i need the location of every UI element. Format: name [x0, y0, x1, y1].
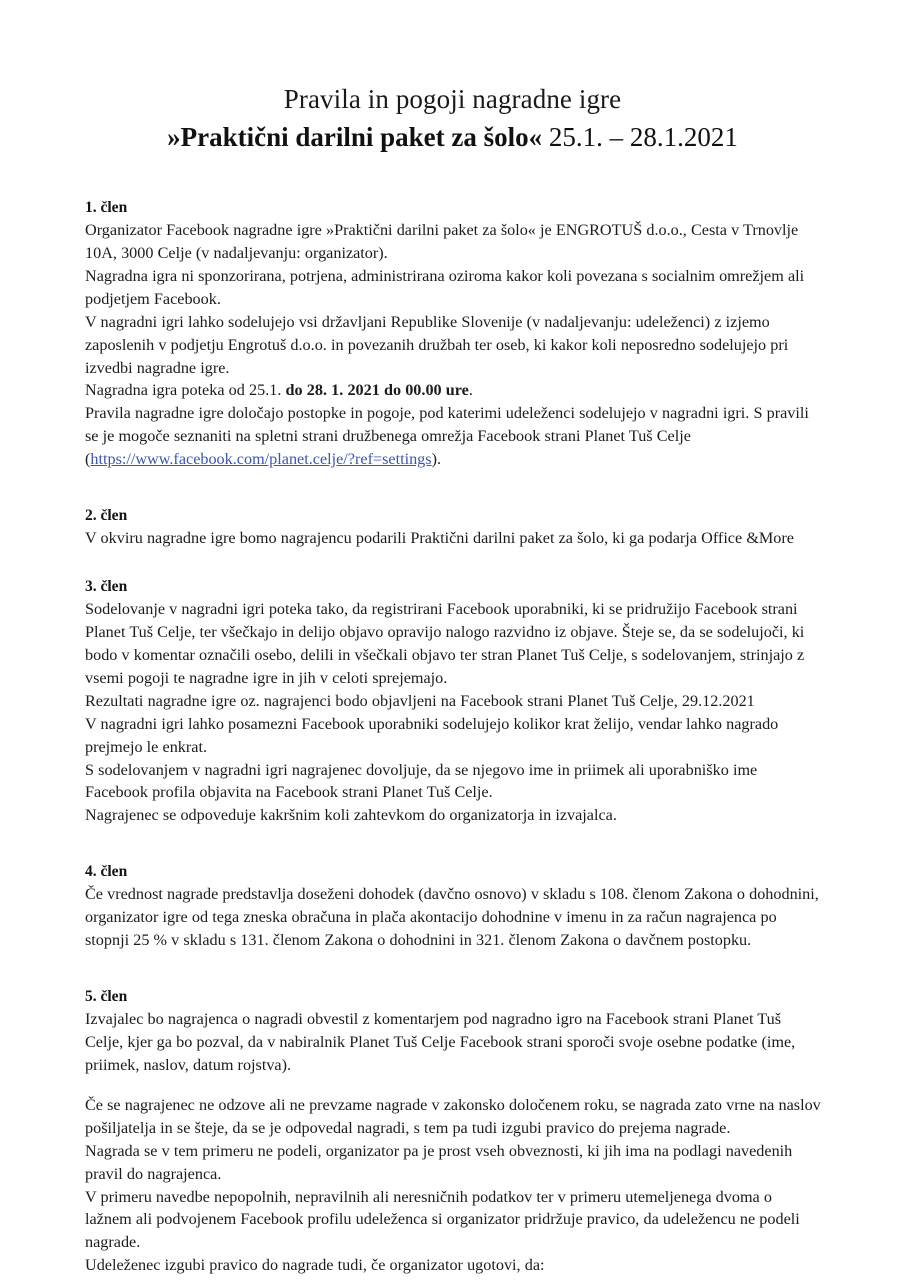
article-5-paragraph-3: Nagrada se v tem primeru ne podeli, organizator pa je prost vseh obveznosti, ki jih ima na podlagi navedenih pravil do nagrajenca.: [85, 1141, 793, 1183]
title-line-secondary: [0, 120, 905, 155]
paren-open: (: [85, 450, 91, 469]
article-2-paragraph-1: V okviru nagradne igre bomo nagrajencu podarili Praktični darilni paket za šolo, ki ga podarja Office &More: [85, 529, 794, 548]
article-1-paragraph-5: [85, 402, 822, 448]
article-3-paragraph-5: Nagrajenec se odpoveduje kakršnim koli zahtevkom do organizatorja in izvajalca.: [85, 806, 617, 825]
article-1-paragraph-4: [85, 379, 822, 402]
article-3-paragraph-1: Sodelovanje v nagradni igri poteka tako, da registrirani Facebook uporabniki, ki se pridružijo Facebook strani Planet Tuš Celje, ter všečkajo in delijo objavo opravijo nalogo razvidno iz objave. Šteje se, da se sodelujoči, ki bodo v komentar označili osebo, delili in všečkali objavo ter stran Planet Tuš Celje, s sodelovanjem, strinjajo z vsemi pogoji te nagradne igre in jih v celoti sprejemajo.: [85, 600, 805, 687]
facebook-page-link[interactable]: https://www.facebook.com/planet.celje/?ref=settings: [90, 450, 432, 469]
spacer-after-article-1: [85, 471, 822, 505]
duration-bold: do 28. 1. 2021 do 00.00 ure: [285, 381, 469, 400]
article-5-heading: 5. člen: [85, 988, 128, 1006]
article-4-heading: 4. člen: [85, 863, 128, 881]
article-1: [85, 197, 822, 471]
duration-prefix: Nagradna igra poteka od 25.1.: [85, 381, 286, 400]
article-5-paragraph-5: Udeleženec izgubi pravico do nagrade tudi, če organizator ugotovi, da:: [85, 1256, 545, 1275]
article-4: [85, 861, 822, 952]
article-2-heading: 2. člen: [85, 507, 128, 525]
paren-close: ).: [431, 450, 441, 469]
title-date-range: 25.1. – 28.1.2021: [542, 121, 738, 152]
duration-suffix: .: [468, 381, 473, 400]
article-5-paragraph-2: Če se nagrajenec ne odzove ali ne prevzame nagrade v zakonsko določenem roku, se nagrada zato vrne na naslov pošiljatelja in se šteje, da se je odpovedal nagradi, s tem pa tudi izgubi pravico do prejema nagrade.: [85, 1095, 821, 1137]
spacer-after-article-3: [85, 827, 822, 861]
spacer-in-article-5: [85, 1077, 822, 1094]
rules-text: Pravila nagradne igre določajo postopke in pogoje, pod katerimi udeleženci sodelujejo v nagradni igri. S pravili se je mogoče seznaniti na spletni strani družbenega omrežja Facebook strani Planet Tuš Celje: [85, 404, 809, 446]
title-subject-bold: »Praktični darilni paket za šolo«: [167, 121, 543, 152]
spacer-after-article-2: [85, 550, 822, 576]
document-body: [85, 197, 822, 1277]
title-line-primary: Pravila in pogoji nagradne igre: [283, 84, 622, 114]
article-3-heading: 3. člen: [85, 578, 128, 596]
article-1-paragraph-6: [85, 448, 822, 471]
article-1-paragraph-1: Organizator Facebook nagradne igre »Praktični darilni paket za šolo« je ENGROTUŠ d.o.o., Cesta v Trnovlje 10A, 3000 Celje (v nadaljevanju: organizator).: [85, 221, 799, 262]
article-1-paragraph-3: V nagradni igri lahko sodelujejo vsi državljani Republike Slovenije (v nadaljevanju: udeleženci) z izjemo zaposlenih v podjetju Engrotuš d.o.o. in povezanih družbah ter oseb, ki kakor koli neposredno sodelujejo pri izvedbi nagradne igre.: [85, 312, 789, 377]
article-1-heading: 1. člen: [85, 199, 128, 216]
article-3-paragraph-3: V nagradni igri lahko posamezni Facebook uporabniki sodelujejo kolikor krat želijo, vendar lahko nagrado prejmejo le enkrat.: [85, 714, 779, 756]
article-1-paragraph-2: Nagradna igra ni sponzorirana, potrjena, administrirana oziroma kakor koli povezana s socialnim omrežjem ali podjetjem Facebook.: [85, 266, 805, 308]
article-2: [85, 505, 822, 550]
article-5-paragraph-1: Izvajalec bo nagrajenca o nagradi obvestil z komentarjem pod nagradno igro na Facebook strani Planet Tuš Celje, kjer ga bo pozval, da v nabiralnik Planet Tuš Celje Facebook strani sporoči svoje osebne podatke (ime, priimek, naslov, datum rojstva).: [85, 1010, 796, 1074]
article-3: [85, 576, 822, 827]
article-5-paragraph-4: V primeru navedbe nepopolnih, nepravilnih ali neresničnih podatkov ter v primeru utemeljenega dvoma o lažnem ali podvojenem Facebook profilu udeleženca si organizator pridržuje pravico, da udeležencu ne podeli nagrade.: [85, 1187, 800, 1252]
page-title: [0, 0, 905, 154]
article-3-paragraph-2: Rezultati nagradne igre oz. nagrajenci bodo objavljeni na Facebook strani Planet Tuš Celje, 29.12.2021: [85, 691, 755, 710]
spacer-after-article-4: [85, 952, 822, 986]
article-4-paragraph-1: Če vrednost nagrade predstavlja doseženi dohodek (davčno osnovo) v skladu s 108. členom Zakona o dohodnini, organizator igre od tega zneska obračuna in plača akontacijo dohodnine v imenu in za račun nagrajenca po stopnji 25 % v skladu s 131. členom Zakona o dohodnini in 321. členom Zakona o davčnem postopku.: [85, 885, 819, 950]
article-3-paragraph-4: S sodelovanjem v nagradni igri nagrajenec dovoljuje, da se njegovo ime in priimek ali uporabniško ime Facebook profila objavita na Facebook strani Planet Tuš Celje.: [85, 760, 758, 802]
article-5: [85, 986, 822, 1277]
